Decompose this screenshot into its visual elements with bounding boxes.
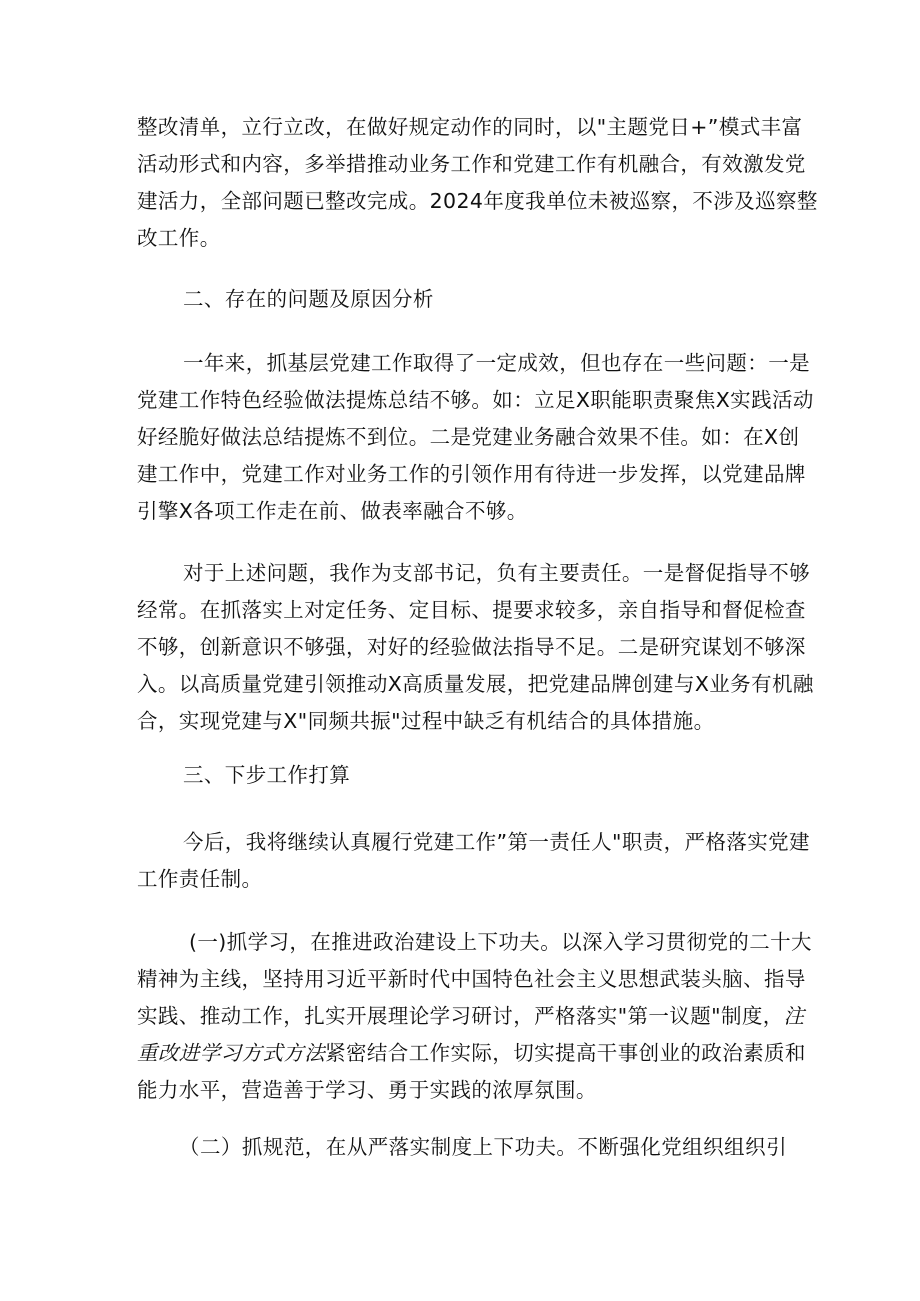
- text-line: 一年来，抓基层党建工作取得了一定成效，但也存在一些问题：一是: [183, 351, 810, 375]
- section-heading-problems: [183, 281, 833, 318]
- text-line: 引擎X各项工作走在前、做表率融合不够。: [137, 499, 528, 523]
- italic-text-segment: 重改进学习方式方法: [137, 1041, 326, 1065]
- text-line: 合，实现党建与X"同频共振"过程中缺乏有机结合的具体措施。: [137, 709, 715, 733]
- text-line: 改工作。: [137, 226, 221, 250]
- text-line: 好经脆好做法总结提炼不到位。二是党建业务融合效果不佳。如：在X创: [137, 425, 800, 449]
- text-line: 工作责任制。: [137, 867, 263, 891]
- text-line: 整改清单，立行立改，在做好规定动作的同时，以"主题党日+”模式丰富: [137, 115, 803, 139]
- heading-text: 三、下步工作打算: [183, 763, 351, 787]
- text-line: 精神为主线，坚持用习近平新时代中国特色社会主义思想武装头脑、指导: [137, 967, 806, 991]
- heading-text: 二、存在的问题及原因分析: [183, 287, 434, 311]
- text-line: 建工作中，党建工作对业务工作的引领作用有待进一步发挥，以党建品牌: [137, 462, 806, 486]
- paragraph-problems: [137, 345, 814, 530]
- text-line: 能力水平，营造善于学习、勇于实践的浓厚氛围。: [137, 1078, 597, 1102]
- text-line: 入。以高质量党建引领推动X高质量发展，把党建品牌创建与X业务有机融: [137, 672, 814, 696]
- text-line: 活动形式和内容，多举措推动业务工作和党建工作有机融合，有效激发党: [137, 152, 806, 176]
- text-line: (一)抓学习，在推进政治建设上下功夫。以深入学习贯彻党的二十大: [189, 930, 812, 954]
- paragraph-standards: [137, 1129, 787, 1166]
- text-line: [137, 1035, 806, 1072]
- text-line: 建活力，全部问题已整改完成。2024年度我单位未被巡察，不涉及巡察整: [137, 189, 818, 213]
- text-line: 今后，我将继续认真履行党建工作”第一责任人"职责，严格落实党建: [183, 830, 810, 854]
- text-segment: 紧密结合工作实际，切实提高干事创业的政治素质和: [325, 1041, 806, 1065]
- paragraph-responsibility: [137, 555, 814, 740]
- paragraph-study: [137, 924, 812, 1109]
- text-segment: 实践、推动工作，扎实开展理论学习研讨，严格落实"第一议题"制度，: [137, 1004, 784, 1028]
- paragraph-plan-intro: [137, 824, 810, 898]
- text-line: 经常。在抓落实上对定任务、定目标、提要求较多，亲自指导和督促检查: [137, 598, 806, 622]
- text-line: 党建工作特色经验做法提炼总结不够。如：立足X职能职责聚焦X实践活动: [137, 388, 814, 412]
- text-line: [137, 998, 805, 1035]
- text-line: 不够，创新意识不够强，对好的经验做法指导不足。二是研究谋划不够深: [137, 635, 806, 659]
- section-heading-next-steps: [183, 757, 833, 794]
- italic-text-segment: 注: [783, 1004, 805, 1028]
- text-line: （二）抓规范，在从严落实制度上下功夫。不断强化党组织组织引: [179, 1135, 787, 1159]
- text-line: 对于上述问题，我作为支部书记，负有主要责任。一是督促指导不够: [183, 561, 810, 585]
- paragraph-rectification: [137, 109, 818, 257]
